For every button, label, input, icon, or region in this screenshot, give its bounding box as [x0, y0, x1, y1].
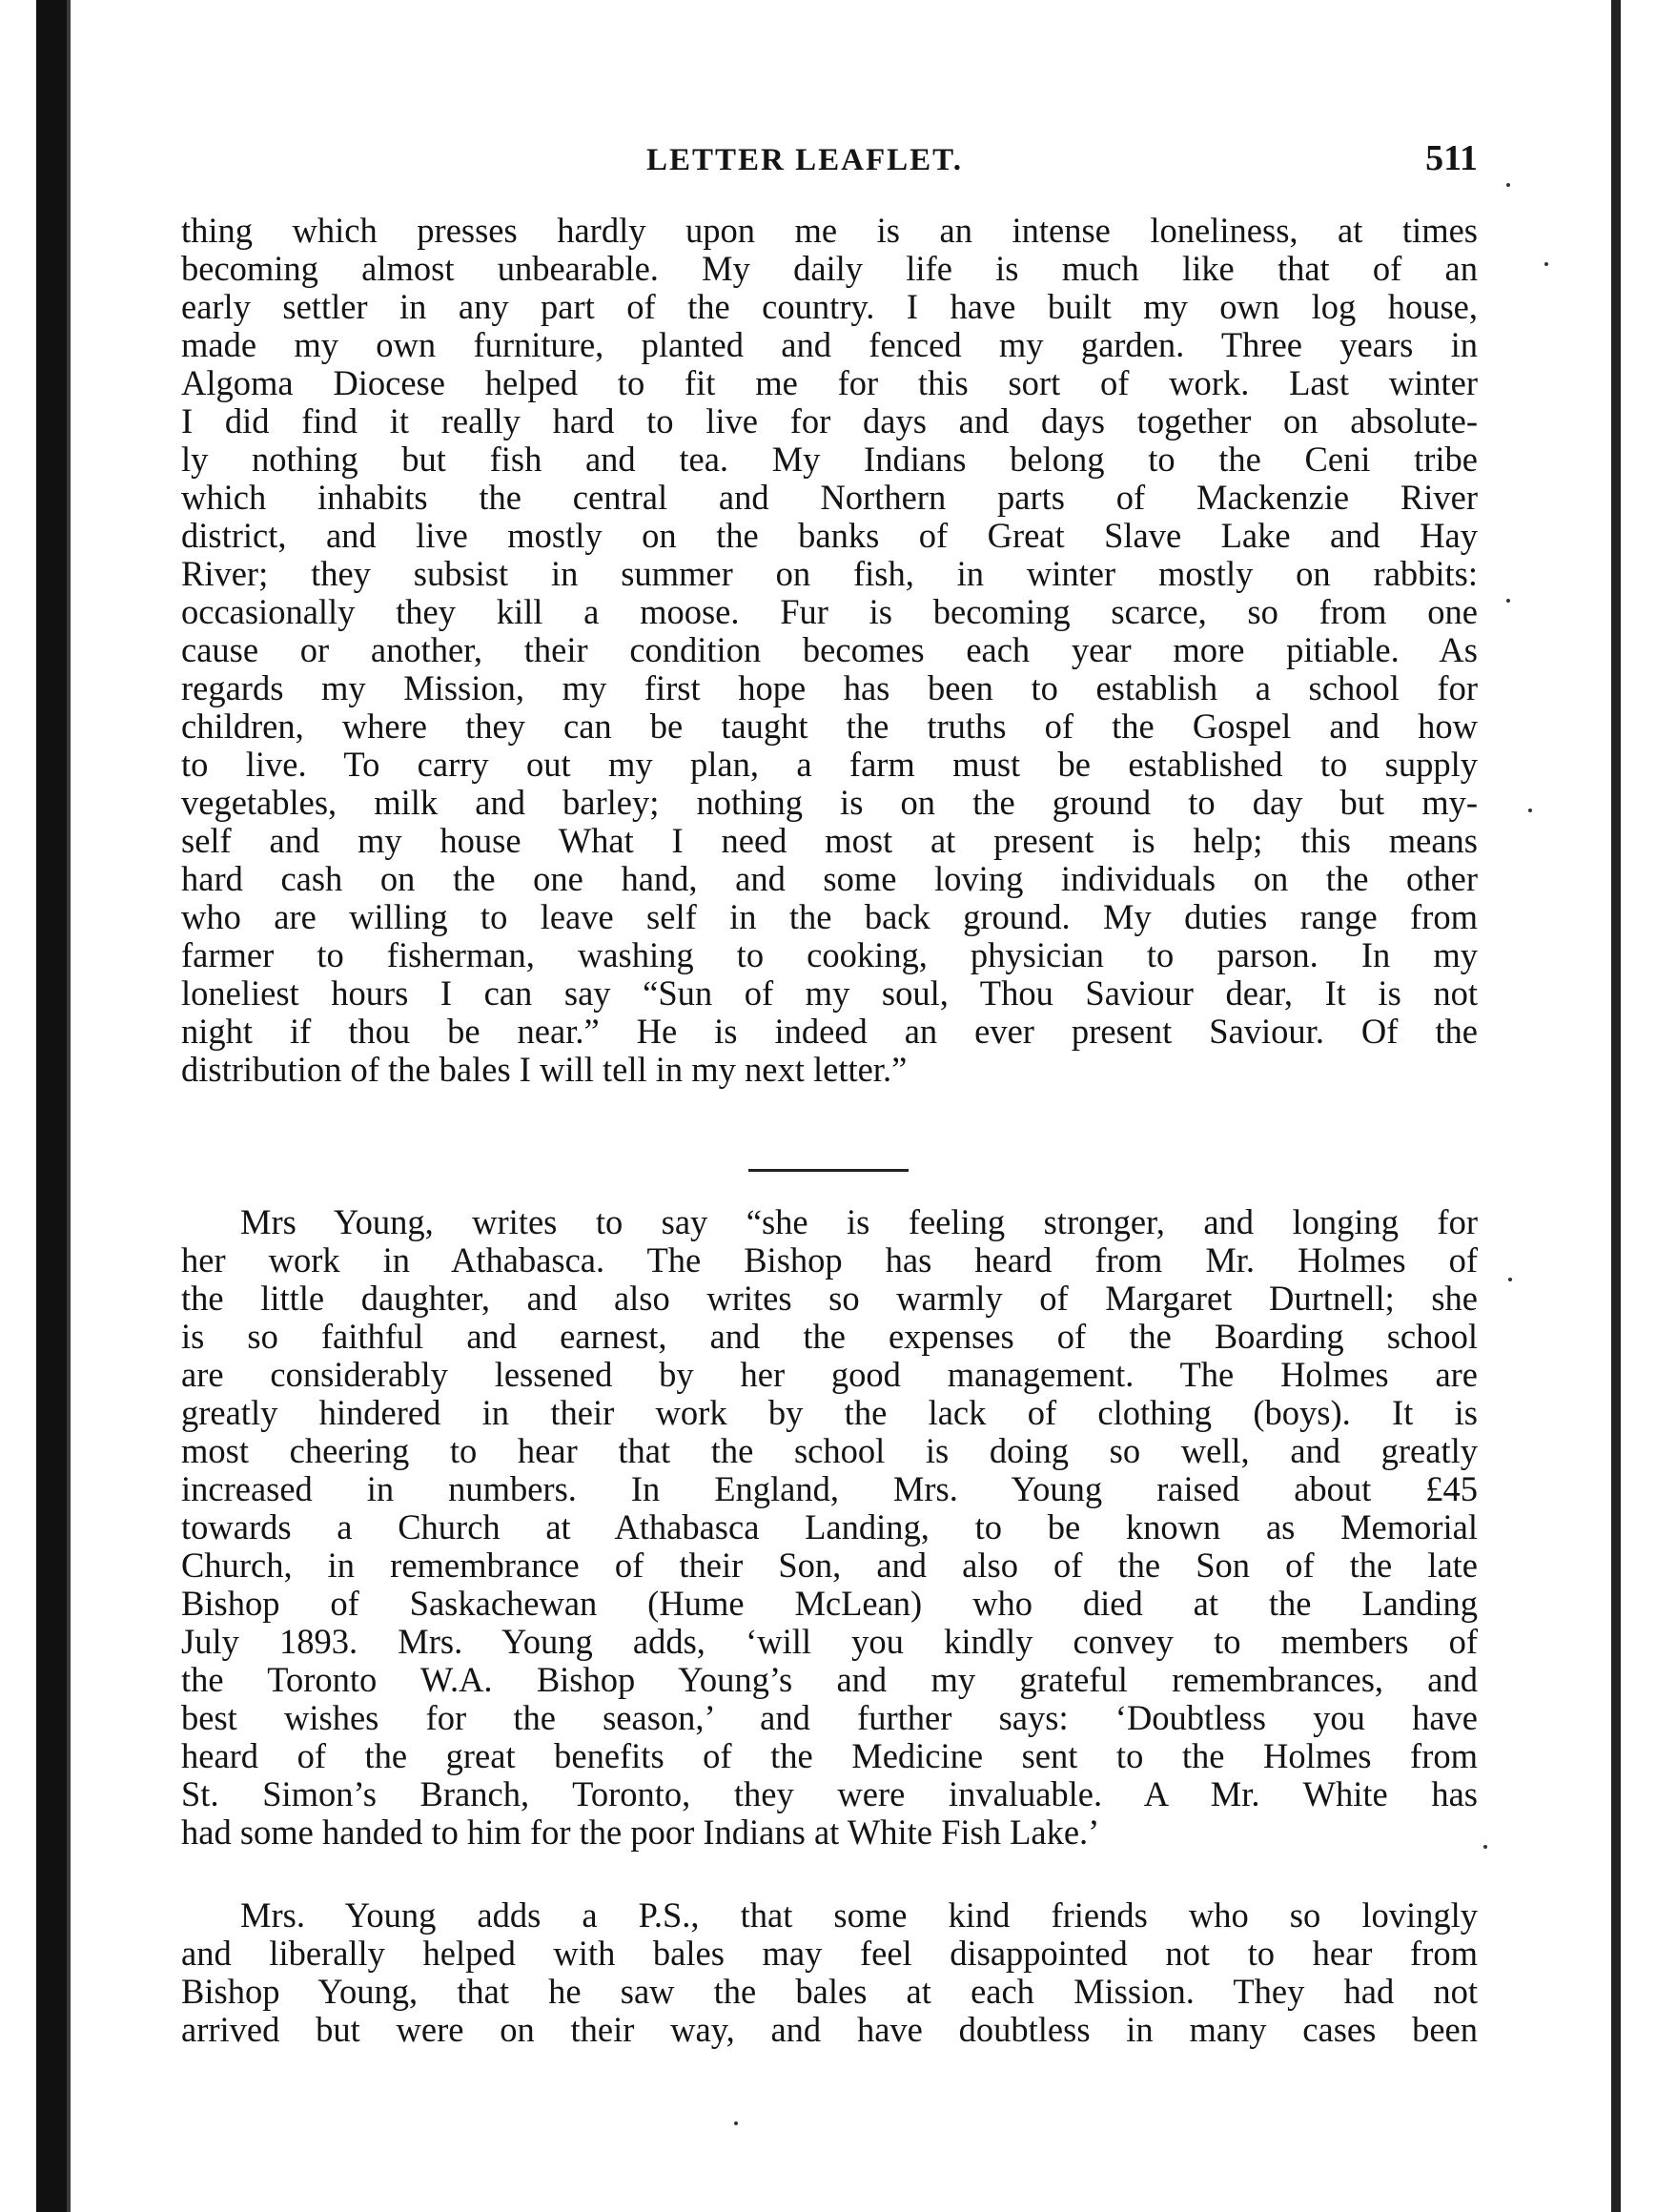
text-line: arrived but were on their way, and have doubtless in many cases been [181, 2010, 1478, 2049]
text-line: night if thou be near.” He is indeed an ever present Saviour. Of the [181, 1012, 1478, 1051]
scan-speck [1544, 262, 1548, 266]
text-line: Mrs. Young adds a P.S., that some kind friends who so lovingly [240, 1895, 1478, 1935]
scan-speck [1483, 1845, 1487, 1849]
text-line: St. Simon’s Branch, Toronto, they were invaluable. A Mr. White has [181, 1774, 1478, 1813]
text-line: children, where they can be taught the truths of the Gospel and how [181, 707, 1478, 746]
text-line: and liberally helped with bales may feel disappointed not to hear from [181, 1934, 1478, 1973]
scan-speck [734, 2121, 738, 2125]
page-number: 511 [1425, 138, 1478, 178]
scan-speck [1508, 1278, 1512, 1281]
text-line: most cheering to hear that the school is doing so well, and greatly [181, 1431, 1478, 1470]
text-line: farmer to fisherman, washing to cooking, physician to parson. In my [181, 935, 1478, 974]
text-line: to live. To carry out my plan, a farm must be established to supply [181, 745, 1478, 784]
text-line: had some handed to him for the poor Indians at White Fish Lake.’ [181, 1813, 1100, 1852]
text-line: Bishop of Saskachewan (Hume McLean) who died at the Landing [181, 1584, 1478, 1623]
section-divider [748, 1169, 909, 1172]
text-line: loneliest hours I can say “Sun of my soul, Thou Saviour dear, It is not [181, 973, 1478, 1013]
text-line: made my own furniture, planted and fenced my garden. Three years in [181, 325, 1478, 364]
text-line: the Toronto W.A. Bishop Young’s and my grateful remembrances, and [181, 1660, 1478, 1699]
text-line: occasionally they kill a moose. Fur is becoming scarce, so from one [181, 592, 1478, 631]
text-line: best wishes for the season,’ and further says: ‘Doubtless you have [181, 1698, 1478, 1737]
text-line: thing which presses hardly upon me is an intense loneliness, at times [181, 211, 1478, 250]
text-line: hard cash on the one hand, and some loving individuals on the other [181, 859, 1478, 898]
text-line: self and my house What I need most at present is help; this means [181, 821, 1478, 860]
scan-binding-edge-left [67, 0, 71, 2212]
text-line: I did find it really hard to live for days and days together on absolute- [181, 401, 1478, 440]
text-line: distribution of the bales I will tell in my next letter.” [181, 1050, 908, 1089]
text-line: cause or another, their condition becomes each year more pitiable. As [181, 630, 1478, 669]
text-line: are considerably lessened by her good management. The Holmes are [181, 1355, 1478, 1394]
scan-binding-shadow-right [1611, 0, 1621, 2212]
text-line: early settler in any part of the country. I have built my own log house, [181, 287, 1478, 326]
text-line: increased in numbers. In England, Mrs. Young raised about £45 [181, 1469, 1478, 1508]
text-line: Church, in remembrance of their Son, and also of the Son of the late [181, 1546, 1478, 1585]
text-line: ly nothing but fish and tea. My Indians belong to the Ceni tribe [181, 440, 1478, 479]
text-line: who are willing to leave self in the back ground. My duties range from [181, 897, 1478, 936]
text-line: towards a Church at Athabasca Landing, to be known as Memorial [181, 1507, 1478, 1546]
text-line: Bishop Young, that he saw the bales at each Mission. They had not [181, 1972, 1478, 2011]
text-line: the little daughter, and also writes so warmly of Margaret Durtnell; she [181, 1279, 1478, 1318]
scan-speck [1506, 183, 1510, 187]
text-line: becoming almost unbearable. My daily life is much like that of an [181, 249, 1478, 288]
scan-speck [1528, 809, 1532, 812]
text-line: regards my Mission, my first hope has been to establish a school for [181, 668, 1478, 707]
letter-paragraph-3 [181, 1896, 1478, 2049]
text-line: district, and live mostly on the banks of Great Slave Lake and Hay [181, 516, 1478, 555]
running-title: LETTER LEAFLET. [646, 143, 963, 177]
text-line: Algoma Diocese helped to fit me for this sort of work. Last winter [181, 363, 1478, 402]
text-line: River; they subsist in summer on fish, in winter mostly on rabbits: [181, 554, 1478, 593]
letter-paragraph-2 [181, 1203, 1478, 1852]
text-line: vegetables, milk and barley; nothing is on the ground to day but my- [181, 783, 1478, 822]
text-line: heard of the great benefits of the Medicine sent to the Holmes from [181, 1736, 1478, 1775]
text-line: greatly hindered in their work by the lack of clothing (boys). It is [181, 1393, 1478, 1432]
letter-paragraph-1 [181, 212, 1478, 1089]
text-line: her work in Athabasca. The Bishop has heard from Mr. Holmes of [181, 1240, 1478, 1280]
text-line: Mrs Young, writes to say “she is feeling stronger, and longing for [240, 1202, 1478, 1241]
text-line: July 1893. Mrs. Young adds, ‘will you kindly convey to members of [181, 1622, 1478, 1661]
text-line: which inhabits the central and Northern parts of Mackenzie River [181, 478, 1478, 517]
scan-binding-shadow-left [36, 0, 69, 2212]
scan-speck [1506, 599, 1510, 603]
page-header [181, 133, 1478, 191]
text-line: is so faithful and earnest, and the expenses of the Boarding school [181, 1317, 1478, 1356]
